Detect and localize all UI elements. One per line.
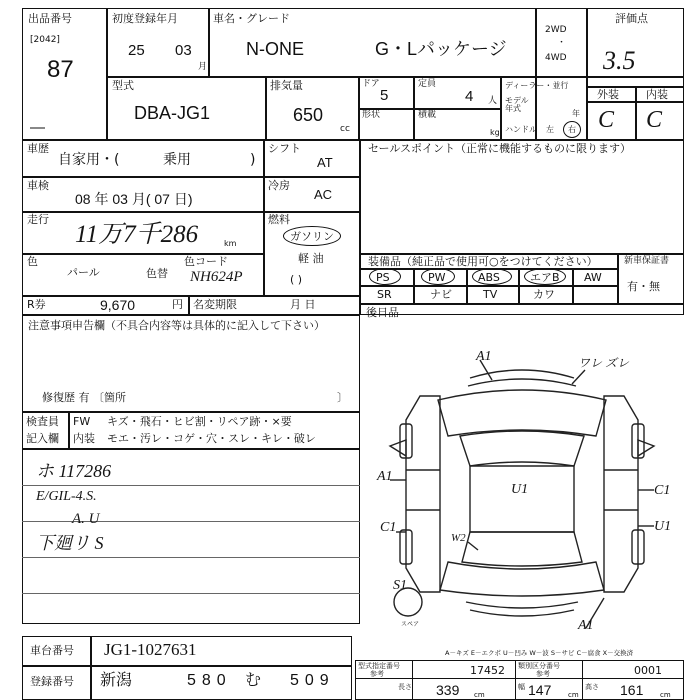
- history-close: ): [250, 152, 256, 168]
- damage-legend: A－キズ E－エクボ U－凹み W－波 S－サビ C－腐食 X－交換済: [445, 649, 634, 657]
- mark-rear-glass: W2: [451, 532, 466, 544]
- handle-right: 右: [568, 125, 576, 134]
- fuel-other: ( ): [290, 273, 303, 286]
- chassis-label: 車台番号: [30, 644, 74, 657]
- equip-tv: TV: [483, 288, 498, 301]
- repair-close: 〕: [337, 391, 348, 404]
- height-label: 高さ: [585, 683, 599, 691]
- equip-airbag-circle: [524, 268, 566, 285]
- handle-left: 左: [546, 125, 554, 134]
- month-char: 月: [198, 62, 208, 72]
- width-label: 幅: [518, 683, 525, 691]
- recycle-label: R券: [27, 298, 46, 311]
- height-unit: cm: [660, 691, 671, 699]
- mark-front-right: ワレ ズレ: [578, 356, 630, 370]
- header-grid: [22, 8, 684, 140]
- inspection-label: 車検: [27, 179, 49, 192]
- person-unit: 人: [488, 96, 498, 106]
- equip-airbag: エアB: [530, 271, 560, 284]
- mark-left-rear: C1: [380, 520, 397, 535]
- inspector-note-4: 下廻リ S: [36, 533, 104, 553]
- model-year-label: モデル年式: [505, 96, 529, 113]
- plate-kana: む: [245, 672, 262, 689]
- name-change-label: 名変期限: [193, 298, 237, 311]
- mark-front-bumper: A1: [476, 349, 492, 364]
- mark-right-rear: U1: [654, 519, 672, 534]
- mark-right-front: C1: [654, 483, 671, 498]
- mark-left-front: A1: [377, 469, 393, 484]
- spare-label: スペア: [401, 621, 420, 628]
- equip-pw: PW: [428, 271, 446, 284]
- equip-aw: AW: [584, 271, 602, 284]
- history-private: 自家用・(: [58, 152, 120, 168]
- mileage-value: 11万7千286: [75, 221, 199, 248]
- equip-ps: PS: [376, 271, 390, 284]
- chassis-number: JG1-1027631: [104, 640, 197, 659]
- load-label: 積載: [418, 110, 437, 120]
- height-value: 161: [620, 682, 644, 698]
- equipment-title: 装備品（純正品で使用可○をつけてください）: [368, 255, 598, 268]
- model-label: 型式: [112, 79, 134, 92]
- equip-sr: SR: [377, 288, 392, 301]
- equip-abs-circle: [472, 268, 512, 285]
- kg-unit: kg: [490, 128, 500, 137]
- plate-area: 新潟: [100, 672, 133, 689]
- plate-label: 登録番号: [30, 675, 74, 688]
- after-items-label: 後日品: [366, 306, 399, 319]
- km-unit: km: [224, 239, 237, 248]
- cert-number: 17452: [470, 664, 505, 677]
- mark-spare-tire: S1: [393, 578, 407, 593]
- inspector-fw: FW: [73, 415, 91, 428]
- inspector-note-1: ホ 117286: [36, 461, 112, 481]
- car-grade: G・Lパッケージ: [375, 39, 507, 59]
- inspector-label: 検査員: [26, 415, 59, 428]
- inspector-row1: キズ・飛石・ヒビ割・リペア跡・×要: [107, 415, 292, 428]
- length-label: 長さ: [398, 683, 412, 691]
- registration-month: 03: [175, 42, 192, 59]
- ac-label: 冷房: [268, 179, 290, 192]
- plate-number: 509: [290, 672, 335, 689]
- drive-4wd: 4WD: [545, 53, 567, 63]
- recycle-fee: 9,670: [100, 297, 136, 313]
- displacement-label: 排気量: [270, 79, 303, 92]
- class-label: 類別区分番号: [518, 662, 560, 670]
- handle-label: ハンドル: [505, 125, 537, 134]
- repair-history: 修復歴 有 〔箇所: [42, 391, 126, 404]
- cert-ref: 参考: [370, 670, 384, 678]
- mileage-label: 走行: [27, 213, 49, 226]
- fuel-label: 燃料: [268, 213, 290, 226]
- lot-number: 87: [47, 56, 74, 83]
- inspector-entry-label: 記入欄: [26, 432, 59, 445]
- drive-2wd: 2WD: [545, 25, 567, 35]
- doors-label: ドア: [362, 79, 380, 89]
- class-number: 0001: [634, 664, 662, 677]
- fuel-diesel: 軽 油: [298, 252, 324, 265]
- cc-unit: cc: [340, 124, 350, 134]
- notes-label: 注意事項申告欄（不具合内容等は具体的に記入して下さい）: [28, 319, 325, 332]
- handle-right-circle: [563, 121, 581, 138]
- lot-dash: —: [30, 119, 45, 136]
- color-value: パール: [67, 266, 100, 279]
- fuel-gasoline-circle: [283, 226, 341, 246]
- color-code: NH624P: [190, 269, 243, 285]
- equip-navi: ナビ: [430, 288, 452, 301]
- car-name: N-ONE: [246, 39, 304, 59]
- fuel-gasoline: ガソリン: [290, 230, 334, 243]
- length-value: 339: [436, 682, 460, 698]
- cert-label: 型式指定番号: [358, 662, 400, 670]
- capacity: 4: [465, 88, 474, 105]
- name-change-value: 月 日: [290, 298, 316, 311]
- displacement: 650: [293, 105, 324, 125]
- equip-ps-circle: [369, 268, 401, 285]
- warranty-value: 有・無: [627, 280, 660, 293]
- drive-separator: ・: [557, 38, 567, 48]
- score-label: 評価点: [615, 12, 648, 25]
- inspector-note-2: E/GIL-4.S.: [36, 489, 97, 504]
- width-unit: cm: [568, 691, 579, 699]
- yen-unit: 円: [172, 298, 183, 311]
- inspection-date: 08 年 03 月( 07 日): [75, 191, 193, 207]
- warranty-label: 新車保証書: [624, 256, 670, 266]
- exterior-label: 外装: [597, 88, 619, 101]
- inspector-note-3: A. U: [72, 511, 100, 527]
- shift-label: シフト: [268, 142, 301, 155]
- auction-score: 3.5: [603, 46, 636, 75]
- color-code-label: 色コード: [184, 255, 228, 268]
- sales-point-label: セールスポイント（正常に機能するものに限ります）: [368, 142, 632, 155]
- inspector-interior: 内装: [73, 432, 95, 445]
- interior-label: 内装: [646, 88, 668, 101]
- year-char: 年: [572, 109, 580, 118]
- car-name-label: 車名・グレード: [213, 12, 290, 25]
- equip-leather: カワ: [533, 288, 555, 301]
- capacity-label: 定員: [418, 79, 437, 89]
- doors: 5: [380, 87, 389, 104]
- inspector-row2: モエ・汚レ・コゲ・穴・スレ・キレ・破レ: [107, 432, 316, 445]
- exterior-grade: C: [598, 107, 615, 133]
- history-use: 乗用: [163, 152, 191, 168]
- mark-rear-bumper: A1: [578, 618, 594, 633]
- interior-grade: C: [646, 107, 663, 133]
- equip-abs: ABS: [478, 271, 500, 284]
- color-change-label: 色替: [146, 267, 168, 280]
- plate-class: 580: [187, 672, 232, 689]
- first-registration-label: 初度登録年月: [112, 12, 178, 25]
- model-code: DBA-JG1: [134, 103, 211, 123]
- color-label: 色: [27, 255, 38, 268]
- length-unit: cm: [474, 691, 485, 699]
- width-value: 147: [528, 682, 552, 698]
- shape-label: 形状: [362, 110, 381, 120]
- shift-value: AT: [317, 155, 333, 170]
- registration-year: 25: [128, 42, 145, 59]
- mark-roof: U1: [511, 482, 529, 497]
- ac-value: AC: [314, 187, 333, 202]
- equip-pw-circle: [421, 268, 455, 285]
- dealer-label: ディーラー・並行: [505, 81, 569, 90]
- lot-code: [2042]: [30, 35, 60, 45]
- lot-number-label: 出品番号: [28, 12, 72, 25]
- history-label: 車歴: [27, 142, 49, 155]
- class-ref: 参考: [536, 670, 550, 678]
